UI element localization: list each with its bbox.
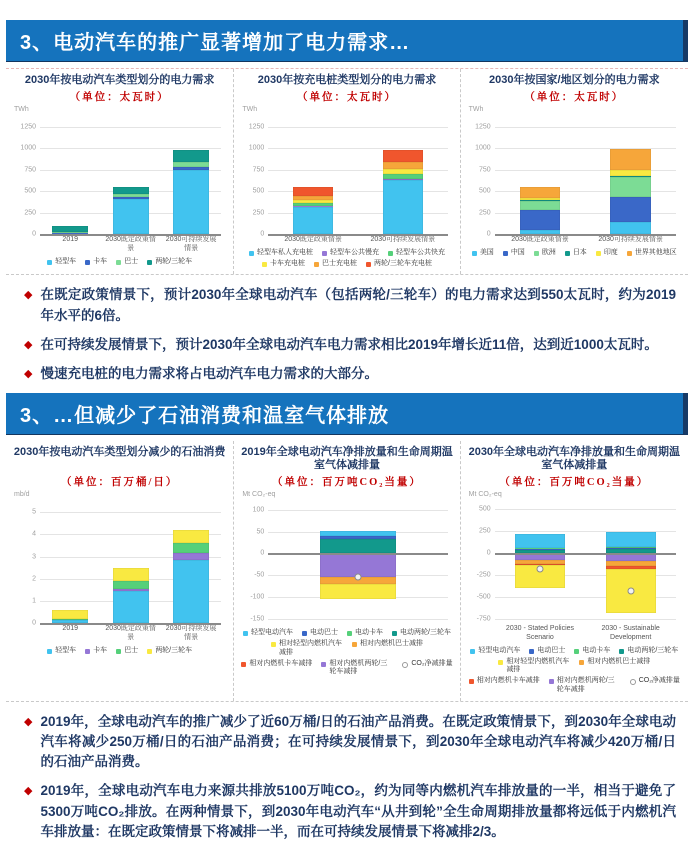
- legend-item: [321, 660, 393, 678]
- y-axis-unit-label: mb/d: [14, 491, 30, 498]
- chart-row-oil-ghg: [6, 441, 688, 701]
- chart-plot-area: [10, 106, 229, 234]
- bar-segment: [113, 199, 149, 234]
- x-tick-label: 2019: [40, 625, 100, 643]
- zero-axis-line: [495, 234, 676, 236]
- y-tick-label: 750: [465, 166, 491, 173]
- y-axis-unit-label: TWh: [14, 106, 29, 113]
- bar-segment: [520, 201, 561, 209]
- legend-color-swatch: [596, 251, 601, 256]
- legend-label: 两轮/三轮车: [155, 647, 192, 656]
- net-reduction-marker: [627, 588, 634, 595]
- section-oil-and-ghg: [0, 393, 694, 842]
- bar-segment: [173, 543, 209, 553]
- bar-segment: [320, 536, 395, 539]
- bar-segment: [113, 591, 149, 623]
- zero-axis-line: [268, 553, 447, 555]
- bar-segment: [520, 210, 561, 231]
- chart-plot-area: [10, 491, 229, 623]
- legend-label: 欧洲: [542, 249, 556, 258]
- bar-segment: [173, 167, 209, 170]
- bar-segment: [606, 548, 656, 549]
- plot-canvas: [268, 503, 447, 623]
- chart-legend: [10, 647, 229, 656]
- diamond-bullet-icon: ◆: [24, 784, 32, 842]
- gridline: [495, 509, 676, 510]
- bullet-text: 在既定政策情景下，预计2030年全球电动汽车（包括两轮/三轮车）的电力需求达到550太瓦时，约为2019年水平的6倍。: [40, 285, 676, 326]
- bar-segment: [383, 162, 423, 169]
- y-tick-label: 1000: [238, 145, 264, 152]
- legend-color-swatch: [503, 251, 508, 256]
- bullet-list-power-demand: [0, 285, 694, 384]
- legend-color-swatch: [529, 649, 534, 654]
- gridline: [268, 619, 447, 620]
- bar-segment: [173, 530, 209, 543]
- y-tick-label: 250: [465, 527, 491, 534]
- zero-axis-line: [268, 234, 447, 236]
- legend-color-swatch: [565, 251, 570, 256]
- legend-color-swatch: [85, 649, 90, 654]
- bar-segment: [383, 179, 423, 180]
- bar-segment: [293, 187, 333, 196]
- diamond-bullet-icon: ◆: [24, 367, 32, 384]
- legend-color-swatch: [469, 679, 474, 684]
- y-tick-label: 0: [10, 231, 36, 238]
- legend-label: 日本: [573, 249, 587, 258]
- bar-segment: [293, 200, 333, 203]
- bar-segment: [113, 194, 149, 198]
- legend-item: [314, 260, 357, 269]
- bar-segment: [610, 197, 651, 222]
- legend-color-swatch: [116, 260, 121, 265]
- bar-segment: [610, 177, 651, 197]
- y-tick-label: -500: [465, 593, 491, 600]
- bar-segment: [320, 539, 395, 553]
- chart-panel-power-by-charger-type: [233, 69, 460, 274]
- y-tick-label: -50: [238, 572, 264, 579]
- x-axis-labels: [465, 623, 684, 643]
- diamond-bullet-icon: ◆: [24, 288, 32, 326]
- zero-axis-line: [40, 623, 221, 625]
- bar-segment: [320, 584, 395, 598]
- chart-title: 2030年按国家/地区划分的电力需求: [465, 74, 684, 88]
- bar-segment: [520, 198, 561, 200]
- legend-item: [388, 249, 445, 258]
- chart-panel-power-by-region: [461, 69, 688, 274]
- chart-unit-label: （单位：太瓦时）: [238, 89, 455, 104]
- legend-item: [85, 647, 107, 656]
- chart-title: 2030年全球电动汽车净排放量和生命周期温室气体减排量: [465, 446, 684, 473]
- legend-item: [472, 249, 494, 258]
- bar-segment: [515, 534, 565, 548]
- section1-header: 3、电动汽车的推广显著增加了电力需求…: [6, 20, 688, 62]
- chart-unit-label: （单位：百万桶/日）: [10, 474, 229, 489]
- y-tick-label: 0: [465, 549, 491, 556]
- bullet-item: [24, 781, 676, 842]
- legend-item: [249, 249, 313, 258]
- gridline: [268, 127, 447, 128]
- legend-label: 相对轻型内燃机汽车减排: [506, 658, 570, 676]
- bullet-text: 在可持续发展情景下，预计2030年全球电动汽车电力需求相比2019年增长近11倍，达到近1000太瓦时。: [40, 335, 657, 355]
- x-tick-label: 2030 - Stated Policies Scenario: [495, 625, 586, 643]
- y-tick-label: 250: [10, 209, 36, 216]
- gridline: [495, 127, 676, 128]
- legend-item: [241, 660, 312, 678]
- bullet-item: [24, 335, 676, 355]
- legend-label: 相对轻型内燃机汽车减排: [279, 640, 343, 658]
- legend-marker-swatch: [402, 662, 408, 668]
- net-reduction-marker: [354, 573, 361, 580]
- legend-label: 两轮/三轮车充电桩: [374, 260, 432, 269]
- diamond-bullet-icon: ◆: [24, 338, 32, 355]
- bar-segment: [52, 619, 88, 620]
- chart-legend: [238, 629, 455, 677]
- legend-label: 美国: [480, 249, 494, 258]
- y-tick-label: -750: [465, 615, 491, 622]
- y-tick-label: 1250: [10, 123, 36, 130]
- legend-label: 两轮/三轮车: [155, 258, 192, 267]
- bar-segment: [113, 187, 149, 194]
- bar-segment: [293, 207, 333, 234]
- legend-item: [271, 640, 343, 658]
- zero-axis-line: [495, 553, 676, 555]
- legend-color-swatch: [347, 631, 352, 636]
- diamond-bullet-icon: ◆: [24, 715, 32, 773]
- gridline: [495, 619, 676, 620]
- chart-plot-area: [238, 491, 455, 623]
- legend-item: [630, 677, 680, 695]
- chart-plot-area: [465, 491, 684, 623]
- legend-label: 相对内燃机两轮/三轮车减排: [329, 660, 393, 678]
- y-tick-label: 0: [10, 620, 36, 627]
- bar-segment: [113, 568, 149, 581]
- bar-segment: [520, 200, 561, 201]
- legend-color-swatch: [322, 251, 327, 256]
- legend-label: 巴士充电桩: [322, 260, 357, 269]
- legend-item: [47, 647, 76, 656]
- chart-plot-area: [465, 106, 684, 234]
- bar-segment: [610, 176, 651, 178]
- bar-segment: [173, 150, 209, 162]
- chart-title: 2030年按电动汽车类型划分减少的石油消费: [10, 446, 229, 473]
- legend-color-swatch: [271, 642, 276, 647]
- legend-color-swatch: [249, 251, 254, 256]
- legend-item: [574, 647, 610, 656]
- bar-segment: [606, 532, 656, 547]
- net-reduction-marker: [536, 566, 543, 573]
- chart-unit-label: （单位：太瓦时）: [10, 89, 229, 104]
- legend-color-swatch: [321, 662, 326, 667]
- chart-title: 2030年按电动汽车类型划分的电力需求: [10, 74, 229, 88]
- bar-segment: [113, 197, 149, 198]
- plot-canvas: [268, 118, 447, 234]
- plot-canvas: [495, 118, 676, 234]
- legend-item: [469, 677, 540, 695]
- legend-label: 相对内燃机卡车减排: [249, 660, 312, 669]
- y-tick-label: 500: [465, 188, 491, 195]
- plot-canvas: [495, 503, 676, 623]
- bar-segment: [293, 203, 333, 206]
- plot-canvas: [40, 503, 221, 623]
- y-tick-label: 750: [10, 166, 36, 173]
- legend-label: CO₂净减排量: [639, 677, 680, 686]
- plot-canvas: [40, 118, 221, 234]
- chart-unit-label: （单位：百万吨CO₂当量）: [465, 474, 684, 489]
- legend-color-swatch: [314, 262, 319, 267]
- legend-item: [549, 677, 621, 695]
- bar-segment: [515, 548, 565, 549]
- legend-color-swatch: [85, 260, 90, 265]
- legend-item: [322, 249, 379, 258]
- legend-label: 电动巴士: [310, 629, 338, 638]
- y-axis-unit-label: Mt CO₂-eq: [469, 491, 502, 498]
- legend-color-swatch: [392, 631, 397, 636]
- legend-label: 相对内燃机巴士减排: [587, 658, 650, 667]
- legend-color-swatch: [472, 251, 477, 256]
- bar-segment: [173, 170, 209, 234]
- bar-segment: [52, 232, 88, 233]
- y-tick-label: 1250: [238, 123, 264, 130]
- bullet-item: [24, 364, 676, 384]
- legend-item: [147, 258, 192, 267]
- chart-title: 2019年全球电动汽车净排放量和生命周期温室气体减排量: [238, 446, 455, 473]
- bar-segment: [113, 581, 149, 589]
- legend-item: [347, 629, 383, 638]
- legend-label: 轻型车公共慢充: [330, 249, 379, 258]
- legend-item: [366, 260, 432, 269]
- y-tick-label: -100: [238, 594, 264, 601]
- legend-color-swatch: [470, 649, 475, 654]
- legend-label: 轻型电动汽车: [478, 647, 520, 656]
- bar-segment: [173, 560, 209, 623]
- legend-label: 相对内燃机卡车减排: [477, 677, 540, 686]
- legend-color-swatch: [243, 631, 248, 636]
- y-tick-label: 0: [238, 231, 264, 238]
- bar-segment: [113, 589, 149, 591]
- legend-item: [243, 629, 293, 638]
- legend-color-swatch: [302, 631, 307, 636]
- chart-panel-power-by-ev-type: [6, 69, 233, 274]
- y-tick-label: 750: [238, 166, 264, 173]
- legend-item: [402, 660, 452, 678]
- bullet-item: [24, 712, 676, 773]
- legend-label: 巴士: [124, 258, 138, 267]
- legend-label: 卡车: [93, 647, 107, 656]
- chart-title: 2030年按充电桩类型划分的电力需求: [238, 74, 455, 88]
- legend-color-swatch: [498, 660, 503, 665]
- legend-color-swatch: [241, 662, 246, 667]
- bar-segment: [173, 553, 209, 560]
- legend-label: 巴士: [124, 647, 138, 656]
- legend-item: [627, 249, 677, 258]
- x-axis-labels: [238, 623, 455, 625]
- x-tick-label: 2030既定政策情景: [495, 236, 586, 245]
- bar-segment: [383, 180, 423, 234]
- legend-color-swatch: [47, 649, 52, 654]
- legend-color-swatch: [388, 251, 393, 256]
- legend-label: 电动卡车: [582, 647, 610, 656]
- legend-item: [302, 629, 338, 638]
- legend-item: [596, 249, 618, 258]
- legend-label: 中国: [511, 249, 525, 258]
- legend-label: 电动两轮/三轮车: [627, 647, 678, 656]
- legend-label: 相对内燃机两轮/三轮车减排: [557, 677, 621, 695]
- y-axis-unit-label: TWh: [469, 106, 484, 113]
- bar-segment: [610, 222, 651, 234]
- legend-color-swatch: [627, 251, 632, 256]
- legend-marker-swatch: [630, 679, 636, 685]
- x-axis-labels: [10, 623, 229, 643]
- y-tick-label: 1000: [465, 145, 491, 152]
- bar-segment: [173, 162, 209, 167]
- y-tick-label: 500: [238, 188, 264, 195]
- chart-legend: [465, 647, 684, 695]
- y-tick-label: 4: [10, 531, 36, 538]
- legend-label: 世界其他地区: [635, 249, 677, 258]
- y-tick-label: 0: [465, 231, 491, 238]
- legend-item: [116, 258, 138, 267]
- chart-panel-ghg-2019: [233, 441, 460, 700]
- legend-label: 卡车: [93, 258, 107, 267]
- y-tick-label: 0: [238, 550, 264, 557]
- bar-segment: [320, 531, 395, 535]
- x-tick-label: 2019: [40, 236, 100, 254]
- legend-label: 卡车充电桩: [270, 260, 305, 269]
- y-tick-label: 250: [238, 209, 264, 216]
- chart-row-power-demand: [6, 68, 688, 275]
- legend-label: 轻型车公共快充: [396, 249, 445, 258]
- bar-segment: [52, 610, 88, 619]
- y-tick-label: 1: [10, 598, 36, 605]
- y-axis-unit-label: TWh: [242, 106, 257, 113]
- bar-segment: [383, 174, 423, 179]
- legend-color-swatch: [147, 649, 152, 654]
- chart-legend: [238, 249, 455, 269]
- bar-segment: [52, 226, 88, 232]
- legend-color-swatch: [366, 262, 371, 267]
- bar-segment: [383, 150, 423, 162]
- legend-color-swatch: [47, 260, 52, 265]
- x-tick-label: 2030既定政策情景: [100, 236, 160, 254]
- legend-label: 电动两轮/三轮车: [400, 629, 451, 638]
- legend-item: [529, 647, 565, 656]
- y-tick-label: 1250: [465, 123, 491, 130]
- gridline: [268, 510, 447, 511]
- x-tick-label: 2030可持续发展情景: [358, 236, 448, 245]
- bullet-text: 2019年，全球电动汽车的推广减少了近60万桶/日的石油产品消费。在既定政策情景下，到2030年全球电动汽车将减少250万桶/日的石油产品消费；在可持续发展情景下，到2030年全球电动汽车将减少420万桶/日的石油产品消费。: [40, 712, 676, 773]
- legend-color-swatch: [579, 660, 584, 665]
- chart-unit-label: （单位：太瓦时）: [465, 89, 684, 104]
- legend-item: [565, 249, 587, 258]
- legend-item: [262, 260, 305, 269]
- y-tick-label: 100: [238, 506, 264, 513]
- legend-color-swatch: [352, 642, 357, 647]
- x-tick-label: 2030可持续发展情景: [161, 236, 221, 254]
- legend-color-swatch: [549, 679, 554, 684]
- legend-label: 轻型车私人充电桩: [257, 249, 313, 258]
- x-tick-label: 2030既定政策情景: [268, 236, 358, 245]
- chart-legend: [10, 258, 229, 267]
- chart-panel-ghg-2030: [461, 441, 688, 700]
- y-tick-label: 250: [465, 209, 491, 216]
- x-tick-label: 2030既定政策情景: [100, 625, 160, 643]
- legend-label: 电动卡车: [355, 629, 383, 638]
- bullet-text: 2019年，全球电动汽车电力来源共排放5100万吨CO₂，约为同等内燃机汽车排放量的一半，相当于避免了5300万吨CO₂排放。在两种情景下，到2030年电动汽车“从井到轮”全生命周期排放量都将远低于内燃机汽车排放量：在既定政策情景下将减排一半，而在可持续发展情景下将减排2/3。: [40, 781, 676, 842]
- legend-label: 相对内燃机巴士减排: [360, 640, 423, 649]
- legend-color-swatch: [574, 649, 579, 654]
- bar-segment: [610, 170, 651, 176]
- chart-panel-oil-displacement: [6, 441, 233, 700]
- legend-item: [534, 249, 556, 258]
- bar-segment: [293, 196, 333, 200]
- section2-header: 3、…但减少了石油消费和温室气体排放: [6, 393, 688, 435]
- x-tick-label: 2030 - Sustainable Development: [585, 625, 676, 643]
- y-tick-label: 1000: [10, 145, 36, 152]
- gridline: [40, 127, 221, 128]
- y-axis-unit-label: Mt CO₂-eq: [242, 491, 275, 498]
- legend-color-swatch: [262, 262, 267, 267]
- bar-segment: [520, 187, 561, 198]
- bar-segment: [610, 149, 651, 170]
- chart-legend: [465, 249, 684, 258]
- y-tick-label: 500: [465, 505, 491, 512]
- legend-label: 轻型车: [55, 647, 76, 656]
- legend-item: [392, 629, 451, 638]
- legend-item: [47, 258, 76, 267]
- x-axis-labels: [10, 234, 229, 254]
- y-tick-label: -250: [465, 571, 491, 578]
- y-tick-label: 2: [10, 575, 36, 582]
- x-tick-label: 2030可持续发展情景: [161, 625, 221, 643]
- gridline: [40, 512, 221, 513]
- x-tick-label: 2030可持续发展情景: [585, 236, 676, 245]
- y-tick-label: 5: [10, 509, 36, 516]
- legend-item: [503, 249, 525, 258]
- zero-axis-line: [40, 234, 221, 236]
- legend-label: CO₂净减排量: [411, 660, 452, 669]
- legend-color-swatch: [534, 251, 539, 256]
- legend-color-swatch: [147, 260, 152, 265]
- legend-label: 轻型电动汽车: [251, 629, 293, 638]
- legend-label: 轻型车: [55, 258, 76, 267]
- y-tick-label: 3: [10, 553, 36, 560]
- legend-item: [470, 647, 520, 656]
- legend-color-swatch: [619, 649, 624, 654]
- chart-unit-label: （单位：百万吨CO₂当量）: [238, 474, 455, 489]
- legend-item: [619, 647, 678, 656]
- legend-item: [85, 258, 107, 267]
- legend-item: [579, 658, 650, 676]
- bar-segment: [293, 206, 333, 207]
- chart-plot-area: [238, 106, 455, 234]
- legend-item: [116, 647, 138, 656]
- y-tick-label: 50: [238, 528, 264, 535]
- bullet-list-oil-ghg: [0, 712, 694, 842]
- legend-item: [498, 658, 570, 676]
- y-tick-label: 500: [10, 188, 36, 195]
- legend-item: [352, 640, 423, 658]
- legend-label: 电动巴士: [537, 647, 565, 656]
- legend-label: 印度: [604, 249, 618, 258]
- y-tick-label: -150: [238, 615, 264, 622]
- legend-color-swatch: [116, 649, 121, 654]
- bar-segment: [383, 169, 423, 174]
- section-power-demand: [0, 20, 694, 384]
- legend-item: [147, 647, 192, 656]
- bullet-item: [24, 285, 676, 326]
- bullet-text: 慢速充电桩的电力需求将占电动汽车电力需求的大部分。: [40, 364, 378, 384]
